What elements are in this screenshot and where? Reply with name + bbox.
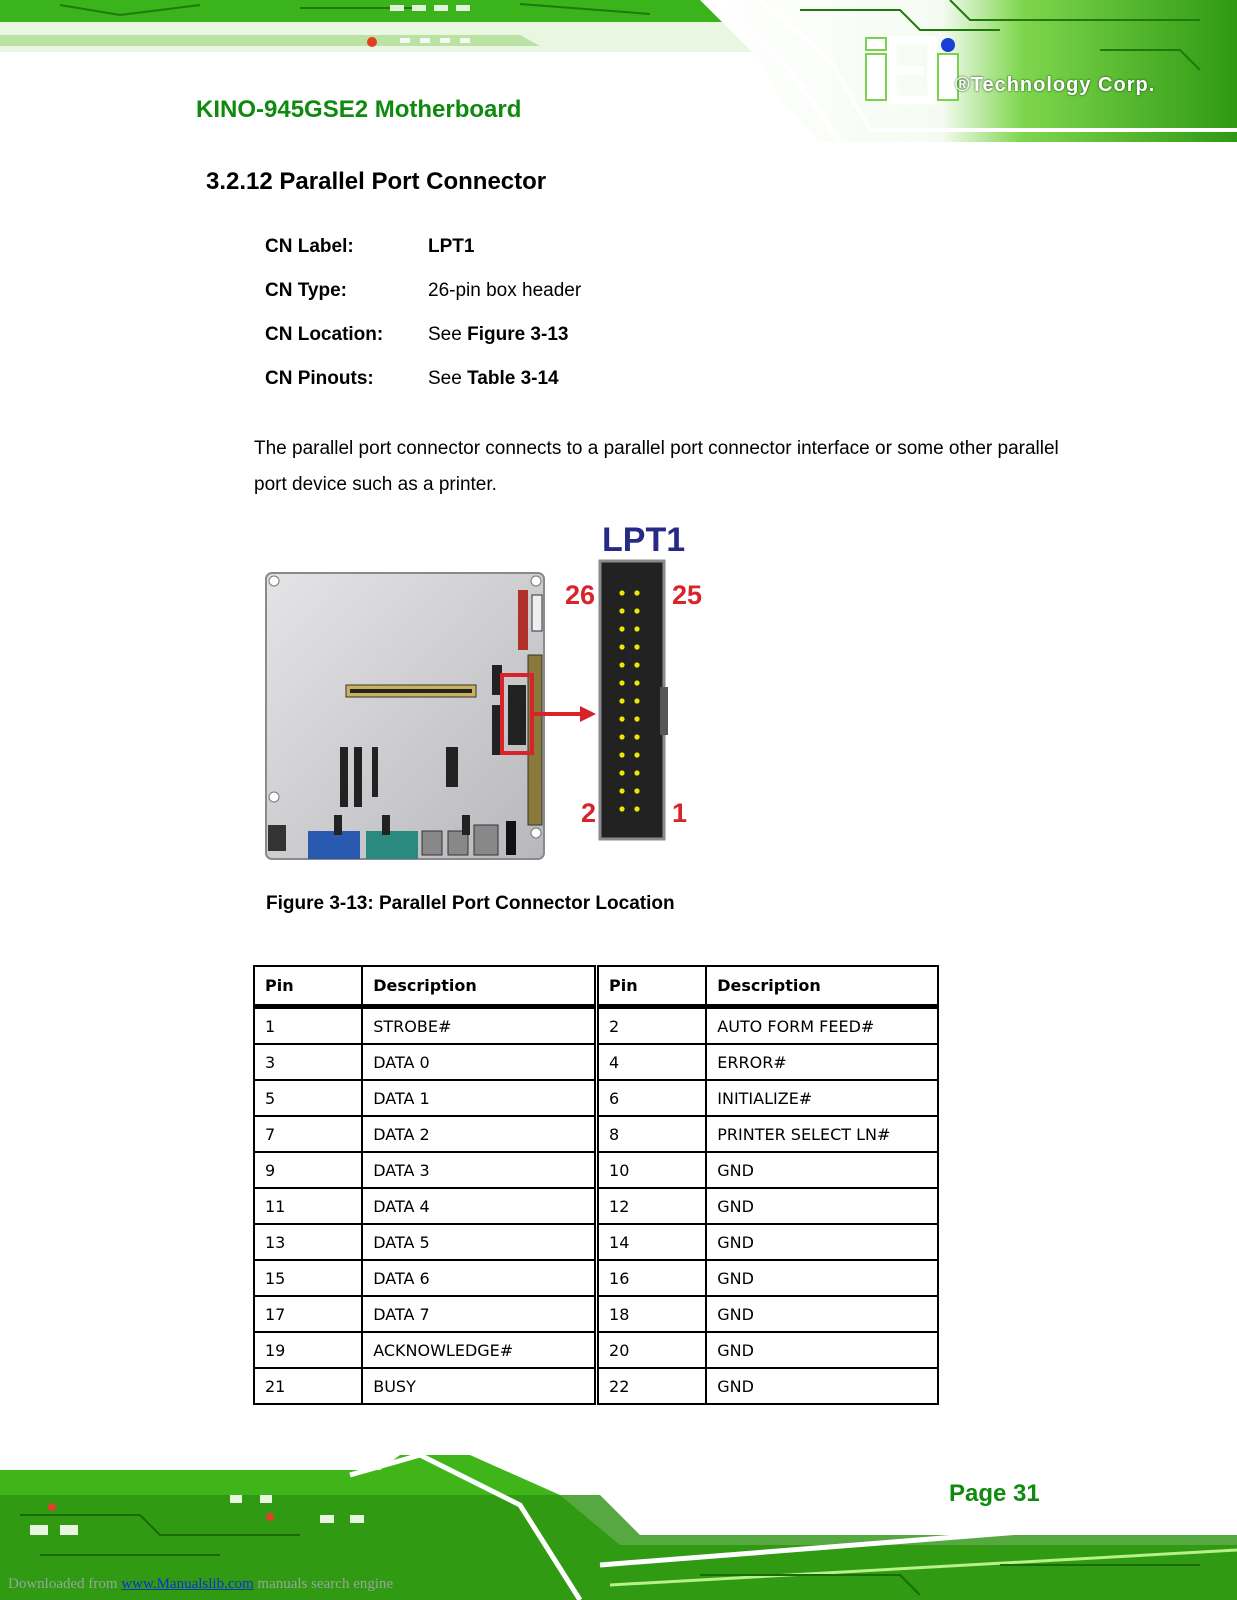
pin-description-cell: GND — [706, 1260, 938, 1296]
spec-label-cn-pinouts: CN Pinouts: — [265, 368, 374, 389]
pin-number-cell: 2 — [597, 1007, 707, 1045]
pin-label-26: 26 — [565, 580, 596, 610]
motherboard-illustration — [266, 573, 544, 859]
table-row — [254, 1296, 938, 1332]
pin-description-cell: BUSY — [362, 1368, 596, 1404]
pin-number-cell: 20 — [597, 1332, 707, 1368]
pin-description-cell: STROBE# — [362, 1007, 596, 1045]
pin-number-cell: 1 — [254, 1007, 362, 1045]
pin-number-cell: 17 — [254, 1296, 362, 1332]
lpt-connector — [600, 561, 664, 839]
description-paragraph: The parallel port connector connects to a parallel port connector interface or some other parallel port device such as a printer. — [254, 438, 1059, 495]
pin-number-cell: 5 — [254, 1080, 362, 1116]
pin-number-cell: 12 — [597, 1188, 707, 1224]
pin-description-cell: DATA 0 — [362, 1044, 596, 1080]
pin-number-cell: 15 — [254, 1260, 362, 1296]
pin-number-cell: 22 — [597, 1368, 707, 1404]
table-row — [254, 1260, 938, 1296]
manualslib-link[interactable]: www.Manualslib.com — [121, 1576, 254, 1592]
pin-number-cell: 14 — [597, 1224, 707, 1260]
spec-label-cn-type: CN Type: — [265, 280, 347, 301]
document-title: KINO-945GSE2 Motherboard — [196, 96, 522, 123]
pin-description-cell: ACKNOWLEDGE# — [362, 1332, 596, 1368]
pin-description-cell: GND — [706, 1224, 938, 1260]
header-pin: Pin — [254, 966, 362, 1007]
table-row — [254, 1116, 938, 1152]
pin-description-cell: PRINTER SELECT LN# — [706, 1116, 938, 1152]
table-row — [254, 1224, 938, 1260]
pin-number-cell: 3 — [254, 1044, 362, 1080]
table-row — [254, 1332, 938, 1368]
figure-caption: Figure 3-13: Parallel Port Connector Location — [266, 893, 675, 914]
figure-reference-link[interactable]: Figure 3-13 — [467, 324, 569, 345]
table-row — [254, 1152, 938, 1188]
table-row — [254, 1080, 938, 1116]
pin-number-cell: 11 — [254, 1188, 362, 1224]
table-row — [254, 1007, 938, 1045]
spec-value-cn-location: See Figure 3-13 — [428, 324, 569, 345]
pin-description-cell: DATA 4 — [362, 1188, 596, 1224]
spec-value-cn-pinouts: See Table 3-14 — [428, 368, 559, 389]
pin-description-cell: GND — [706, 1296, 938, 1332]
motherboard-figure — [262, 525, 722, 875]
header-description: Description — [362, 966, 596, 1007]
connector-name-label: LPT1 — [602, 525, 686, 559]
spec-label-cn-label: CN Label: — [265, 236, 354, 257]
pin-number-cell: 19 — [254, 1332, 362, 1368]
pin-description-cell: DATA 3 — [362, 1152, 596, 1188]
header-description: Description — [706, 966, 938, 1007]
pin-label-25: 25 — [672, 580, 703, 610]
pin-number-cell: 4 — [597, 1044, 707, 1080]
table-row — [254, 1188, 938, 1224]
table-row — [254, 1368, 938, 1404]
pin-description-cell: DATA 5 — [362, 1224, 596, 1260]
download-credit: Downloaded from www.Manualslib.com manuals search engine — [8, 1576, 394, 1592]
pin-description-cell: GND — [706, 1368, 938, 1404]
pin-number-cell: 10 — [597, 1152, 707, 1188]
spec-value-cn-type: 26-pin box header — [428, 280, 582, 301]
pin-description-cell: INITIALIZE# — [706, 1080, 938, 1116]
pin-description-cell: ERROR# — [706, 1044, 938, 1080]
page-number: Page 31 — [949, 1480, 1040, 1507]
pin-label-1: 1 — [672, 798, 688, 828]
pin-description-cell: DATA 6 — [362, 1260, 596, 1296]
pin-number-cell: 9 — [254, 1152, 362, 1188]
pin-number-cell: 8 — [597, 1116, 707, 1152]
pin-description-cell: GND — [706, 1332, 938, 1368]
pin-number-cell: 18 — [597, 1296, 707, 1332]
pin-number-cell: 7 — [254, 1116, 362, 1152]
pin-number-cell: 21 — [254, 1368, 362, 1404]
pin-description-cell: DATA 7 — [362, 1296, 596, 1332]
pin-description-cell: DATA 2 — [362, 1116, 596, 1152]
pin-number-cell: 16 — [597, 1260, 707, 1296]
pinout-table — [253, 965, 939, 1405]
table-body — [254, 1007, 938, 1405]
pin-description-cell: DATA 1 — [362, 1080, 596, 1116]
spec-value-cn-label: LPT1 — [428, 236, 475, 257]
company-name: ®Technology Corp. — [955, 74, 1156, 96]
pin-number-cell: 13 — [254, 1224, 362, 1260]
spec-label-cn-location: CN Location: — [265, 324, 384, 345]
pin-description-cell: AUTO FORM FEED# — [706, 1007, 938, 1045]
header-pin: Pin — [597, 966, 707, 1007]
table-row — [254, 1044, 938, 1080]
pin-description-cell: GND — [706, 1152, 938, 1188]
section-heading: 3.2.12 Parallel Port Connector — [206, 168, 547, 195]
table-header-row — [254, 966, 938, 1007]
pin-description-cell: GND — [706, 1188, 938, 1224]
pin-label-2: 2 — [581, 798, 597, 828]
pin-number-cell: 6 — [597, 1080, 707, 1116]
table-reference-link[interactable]: Table 3-14 — [467, 368, 559, 389]
